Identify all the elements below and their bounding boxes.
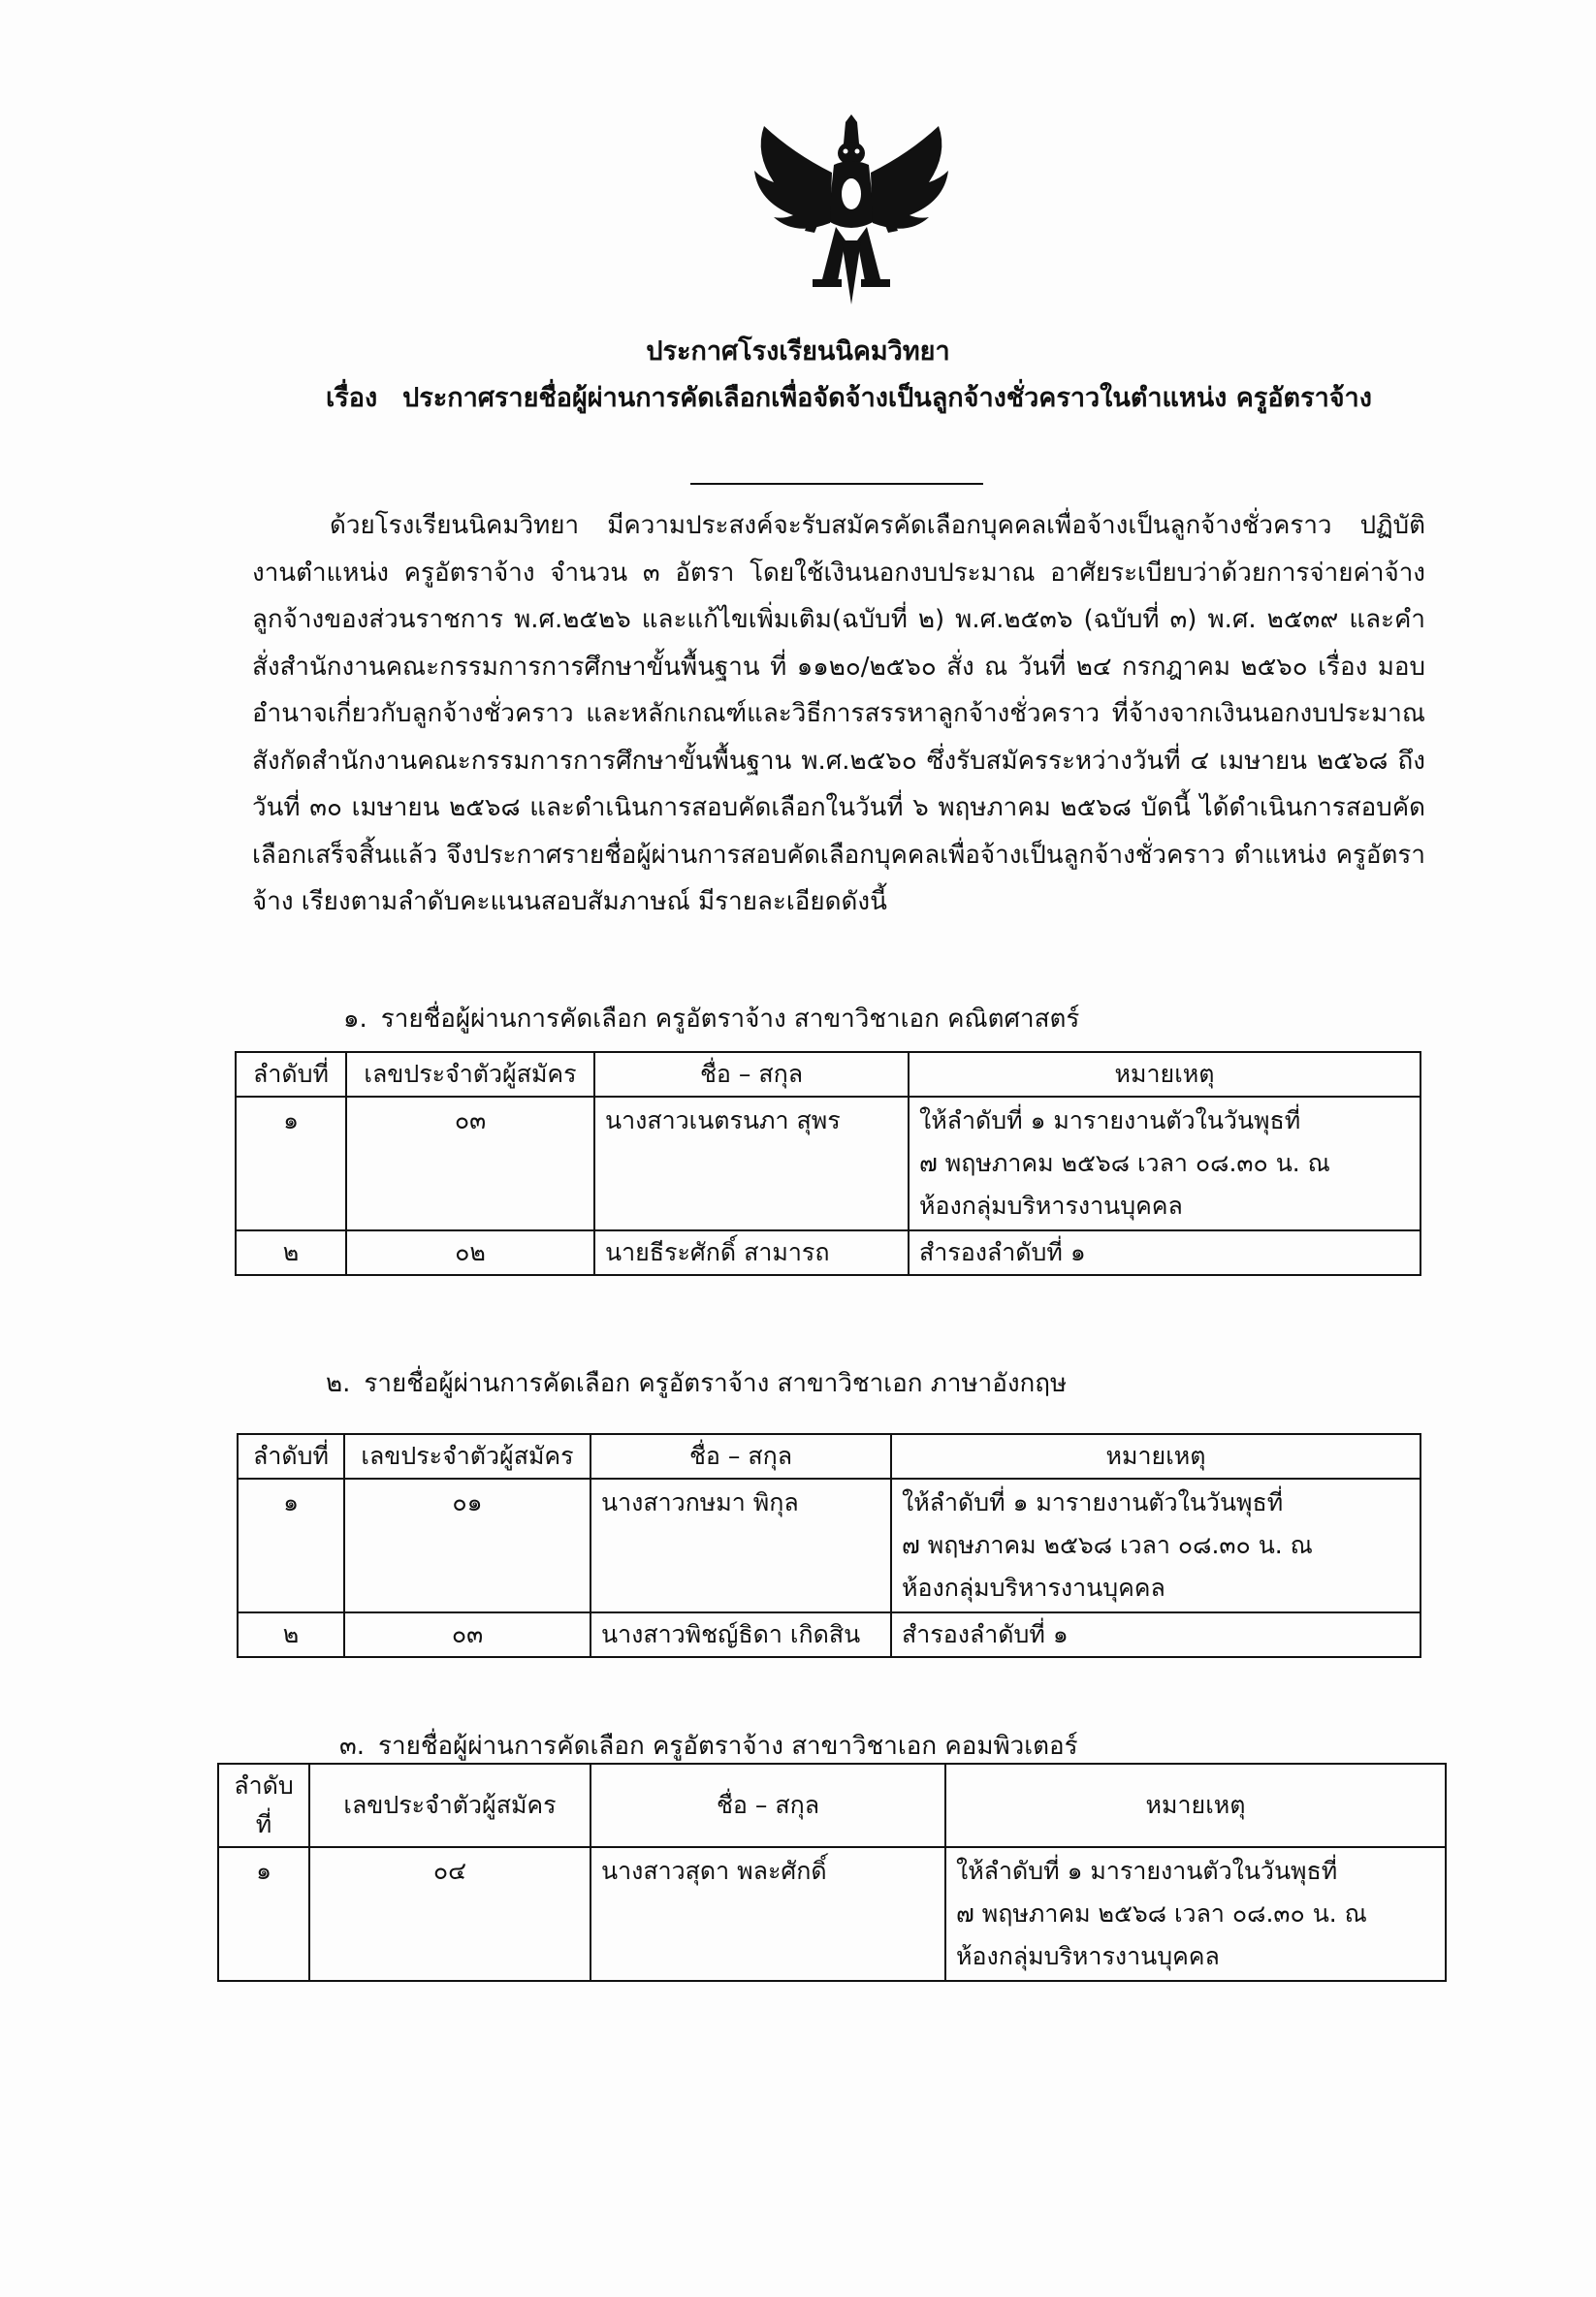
table-header-row <box>236 1052 1420 1097</box>
table-header-row <box>218 1764 1446 1847</box>
section-number: ๑. <box>343 1005 367 1034</box>
cell-name: นายธีระศักดิ์ สามารถ <box>594 1230 909 1275</box>
column-header-applicant-id: เลขประจำตัวผู้สมัคร <box>309 1764 591 1847</box>
remark-line: ให้ลำดับที่ ๑ มารายงานตัวในวันพุธที่ <box>902 1488 1284 1516</box>
section-3-heading <box>339 1726 1078 1766</box>
table-row <box>236 1230 1420 1275</box>
column-header-remarks: หมายเหตุ <box>945 1764 1446 1847</box>
garuda-emblem-icon <box>745 114 958 308</box>
table-row <box>238 1612 1420 1657</box>
remark-line: ๗ พฤษภาคม ๒๕๖๘ เวลา ๐๘.๓๐ น. ณ <box>956 1899 1367 1928</box>
cell-order: ๑ <box>238 1479 344 1612</box>
results-table-computer <box>217 1763 1447 1982</box>
document-title: ประกาศโรงเรียนนิคมวิทยา <box>646 336 950 367</box>
subject-text: ประกาศรายชื่อผู้ผ่านการคัดเลือกเพื่อจัดจ้างเป็นลูกจ้างชั่วคราวในตำแหน่ง ครูอัตราจ้าง <box>402 383 1372 413</box>
cell-name: นางสาวเนตรนภา สุพร <box>594 1097 909 1230</box>
column-header-order: ลำดับ ที่ <box>218 1764 309 1847</box>
column-header-name: ชื่อ – สกุล <box>594 1052 909 1097</box>
column-header-name: ชื่อ – สกุล <box>591 1764 945 1847</box>
remark-line: ๗ พฤษภาคม ๒๕๖๘ เวลา ๐๘.๓๐ น. ณ <box>902 1531 1313 1559</box>
section-1-heading <box>343 999 1079 1038</box>
announcement-paragraph <box>252 502 1425 926</box>
cell-applicant-id: ๐๑ <box>344 1479 591 1612</box>
column-header-name: ชื่อ – สกุล <box>591 1434 891 1479</box>
document-subject <box>326 376 1372 418</box>
remark-line: ให้ลำดับที่ ๑ มารายงานตัวในวันพุธที่ <box>956 1857 1338 1885</box>
section-number: ๒. <box>326 1369 351 1398</box>
cell-applicant-id: ๐๔ <box>309 1847 591 1981</box>
cell-applicant-id: ๐๒ <box>346 1230 594 1275</box>
column-header-remarks: หมายเหตุ <box>891 1434 1420 1479</box>
section-number: ๓. <box>339 1732 366 1761</box>
section-title: รายชื่อผู้ผ่านการคัดเลือก ครูอัตราจ้าง สาขาวิชาเอก คณิตศาสตร์ <box>380 1005 1080 1034</box>
results-table-math <box>235 1051 1421 1276</box>
cell-applicant-id: ๐๓ <box>346 1097 594 1230</box>
table-row <box>236 1097 1420 1230</box>
remark-line: ห้องกลุ่มบริหารงานบุคคล <box>902 1574 1165 1602</box>
remark-line: ให้ลำดับที่ ๑ มารายงานตัวในวันพุธที่ <box>919 1106 1301 1134</box>
column-header-order: ลำดับที่ <box>236 1052 346 1097</box>
cell-name: นางสาวพิชญ์ธิดา เกิดสิน <box>591 1612 891 1657</box>
cell-remarks <box>909 1097 1420 1230</box>
remark-line: ๗ พฤษภาคม ๒๕๖๘ เวลา ๐๘.๓๐ น. ณ <box>919 1149 1330 1177</box>
table-row <box>218 1847 1446 1981</box>
cell-remarks: สำรองลำดับที่ ๑ <box>909 1230 1420 1275</box>
subject-label: เรื่อง <box>326 383 378 413</box>
remark-line: ห้องกลุ่มบริหารงานบุคคล <box>956 1942 1220 1970</box>
title-divider <box>690 483 983 485</box>
cell-name: นางสาวสุดา พละศักดิ์ <box>591 1847 945 1981</box>
section-title: รายชื่อผู้ผ่านการคัดเลือก ครูอัตราจ้าง สาขาวิชาเอก ภาษาอังกฤษ <box>364 1369 1068 1398</box>
cell-name: นางสาวกษมา พิกุล <box>591 1479 891 1612</box>
column-header-remarks: หมายเหตุ <box>909 1052 1420 1097</box>
announcement-text: ด้วยโรงเรียนนิคมวิทยา มีความประสงค์จะรับสมัครคัดเลือกบุคคลเพื่อจ้างเป็นลูกจ้างชั่วคราว ปฏิบัติงานตำแหน่ง ครูอัตราจ้าง จำนวน ๓ อัตรา โดยใช้เงินนอกงบประมาณ อาศัยระเบียบว่าด้วยการจ่ายค่าจ้างลูกจ้างของส่วนราชการ พ.ศ.๒๕๒๖ และแก้ไขเพิ่มเติม(ฉบับที่ ๒) พ.ศ.๒๕๓๖ (ฉบับที่ ๓) พ.ศ. ๒๕๓๙ และคำสั่งสำนักงานคณะกรรมการการศึกษาขั้นพื้นฐาน ที่ ๑๑๒๐/๒๕๖๐ สั่ง ณ วันที่ ๒๔ กรกฎาคม ๒๕๖๐ เรื่อง มอบอำนาจเกี่ยวกับลูกจ้างชั่วคราว และหลักเกณฑ์และวิธีการสรรหาลูกจ้างชั่วคราว ที่จ้างจากเงินนอกงบประมาณ สังกัดสำนักงานคณะกรรมการการศึกษาขั้นพื้นฐาน พ.ศ.๒๕๖๐ ซึ่งรับสมัครระหว่างวันที่ ๔ เมษายน ๒๕๖๘ ถึงวันที่ ๓๐ เมษายน ๒๕๖๘ และดำเนินการสอบคัดเลือกในวันที่ ๖ พฤษภาคม ๒๕๖๘ บัดนี้ ได้ดำเนินการสอบคัดเลือกเสร็จสิ้นแล้ว จึงประกาศรายชื่อผู้ผ่านการสอบคัดเลือกบุคคลเพื่อจ้างเป็นลูกจ้างชั่วคราว ตำแหน่ง ครูอัตราจ้าง เรียงตามลำดับคะแนนสอบสัมภาษณ์ มีรายละเอียดดังนี้ <box>252 511 1425 916</box>
cell-remarks <box>891 1479 1420 1612</box>
remark-line: ห้องกลุ่มบริหารงานบุคคล <box>919 1192 1183 1220</box>
cell-order: ๑ <box>218 1847 309 1981</box>
cell-remarks <box>945 1847 1446 1981</box>
column-header-order: ลำดับที่ <box>238 1434 344 1479</box>
cell-order: ๒ <box>238 1612 344 1657</box>
table-header-row <box>238 1434 1420 1479</box>
table-row <box>238 1479 1420 1612</box>
column-header-applicant-id: เลขประจำตัวผู้สมัคร <box>346 1052 594 1097</box>
results-table-english <box>237 1433 1421 1658</box>
cell-order: ๑ <box>236 1097 346 1230</box>
cell-applicant-id: ๐๓ <box>344 1612 591 1657</box>
section-2-heading <box>326 1363 1067 1403</box>
section-title: รายชื่อผู้ผ่านการคัดเลือก ครูอัตราจ้าง สาขาวิชาเอก คอมพิวเตอร์ <box>378 1732 1078 1761</box>
cell-remarks: สำรองลำดับที่ ๑ <box>891 1612 1420 1657</box>
cell-order: ๒ <box>236 1230 346 1275</box>
column-header-applicant-id: เลขประจำตัวผู้สมัคร <box>344 1434 591 1479</box>
